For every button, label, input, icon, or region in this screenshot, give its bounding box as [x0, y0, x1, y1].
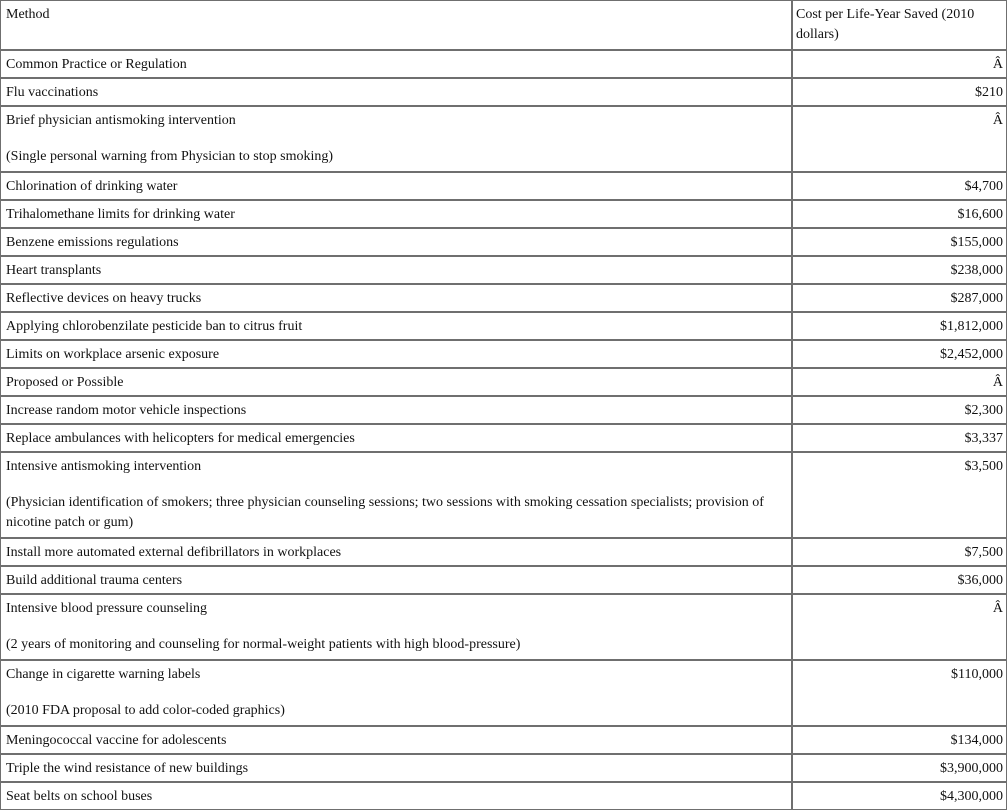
cost-value: Â	[992, 375, 1003, 390]
table-row	[0, 396, 1007, 424]
method-label: Install more automated external defibrillators in workplaces	[6, 545, 342, 560]
method-cell	[0, 312, 792, 340]
method-label: Meningococcal vaccine for adolescents	[6, 733, 227, 748]
method-label: Seat belts on school buses	[6, 789, 153, 804]
cost-cell	[792, 782, 1007, 810]
header-cost-label: Cost per Life-Year Saved (2010 dollars)	[796, 7, 975, 42]
cost-value: $110,000	[951, 667, 1003, 682]
cost-cell	[792, 78, 1007, 106]
table-row	[0, 340, 1007, 368]
table-row	[0, 368, 1007, 396]
table-row	[0, 538, 1007, 566]
method-label: Triple the wind resistance of new buildings	[6, 761, 249, 776]
cost-value: $2,452,000	[940, 347, 1003, 362]
cost-value: $3,337	[964, 431, 1003, 446]
method-label: Proposed or Possible	[6, 375, 124, 390]
cost-cell	[792, 368, 1007, 396]
table-row	[0, 106, 1007, 172]
method-label: Chlorination of drinking water	[6, 179, 178, 194]
cost-cell	[792, 424, 1007, 452]
cost-cell	[792, 660, 1007, 726]
header-method-cell	[0, 0, 792, 50]
cost-value: $36,000	[957, 573, 1003, 588]
cost-value: $238,000	[950, 263, 1003, 278]
method-note: (2 years of monitoring and counseling for normal-weight patients with high blood-pressure)	[6, 637, 521, 652]
table-row	[0, 228, 1007, 256]
cost-value: Â	[992, 113, 1003, 128]
cost-cell	[792, 566, 1007, 594]
method-cell	[0, 566, 792, 594]
method-cell	[0, 340, 792, 368]
cost-cell	[792, 396, 1007, 424]
cost-cell	[792, 106, 1007, 172]
table-row	[0, 726, 1007, 754]
table-row	[0, 78, 1007, 106]
cost-value: $210	[975, 85, 1003, 100]
method-cell	[0, 424, 792, 452]
method-label: Limits on workplace arsenic exposure	[6, 347, 220, 362]
cost-value: Â	[992, 57, 1003, 72]
table-row	[0, 284, 1007, 312]
method-cell	[0, 228, 792, 256]
method-cell	[0, 284, 792, 312]
cost-cell	[792, 228, 1007, 256]
method-cell	[0, 78, 792, 106]
method-cell	[0, 538, 792, 566]
cost-cell	[792, 594, 1007, 660]
method-cell	[0, 106, 792, 172]
cost-cell	[792, 312, 1007, 340]
method-label: Reflective devices on heavy trucks	[6, 291, 202, 306]
table-header-row	[0, 0, 1007, 50]
method-cell	[0, 726, 792, 754]
method-label: Replace ambulances with helicopters for medical emergencies	[6, 431, 355, 446]
cost-cell	[792, 200, 1007, 228]
method-cell	[0, 368, 792, 396]
method-cell	[0, 754, 792, 782]
method-cell	[0, 396, 792, 424]
cost-cell	[792, 256, 1007, 284]
method-label: Intensive blood pressure counseling	[6, 601, 208, 616]
table-row	[0, 782, 1007, 810]
cost-value: $3,900,000	[940, 761, 1003, 776]
cost-cell	[792, 726, 1007, 754]
cost-value: $3,500	[964, 459, 1003, 474]
cost-cell	[792, 754, 1007, 782]
cost-value: $2,300	[964, 403, 1003, 418]
method-label: Increase random motor vehicle inspections	[6, 403, 247, 418]
method-note: (Physician identification of smokers; three physician counseling sessions; two sessions with smoking cessation specialists; provision of nicotine patch or gum)	[6, 495, 764, 530]
cost-value: $1,812,000	[940, 319, 1003, 334]
table-row	[0, 754, 1007, 782]
cost-cell	[792, 538, 1007, 566]
cost-value: Â	[992, 601, 1003, 616]
cost-cell	[792, 452, 1007, 538]
table-row	[0, 424, 1007, 452]
cost-cell	[792, 50, 1007, 78]
method-note: (Single personal warning from Physician to stop smoking)	[6, 149, 334, 164]
table-row	[0, 50, 1007, 78]
table-row	[0, 660, 1007, 726]
method-cell	[0, 50, 792, 78]
method-cell	[0, 594, 792, 660]
method-label: Applying chlorobenzilate pesticide ban to citrus fruit	[6, 319, 303, 334]
table-row	[0, 172, 1007, 200]
method-label: Build additional trauma centers	[6, 573, 183, 588]
header-method-label: Method	[6, 7, 50, 22]
method-cell	[0, 256, 792, 284]
method-label: Benzene emissions regulations	[6, 235, 179, 250]
method-label: Intensive antismoking intervention	[6, 459, 202, 474]
cost-value: $4,700	[964, 179, 1003, 194]
cost-value: $4,300,000	[940, 789, 1003, 804]
method-cell	[0, 452, 792, 538]
cost-value: $155,000	[950, 235, 1003, 250]
cost-value: $7,500	[964, 545, 1003, 560]
header-cost-cell	[792, 0, 1007, 50]
method-cell	[0, 172, 792, 200]
cost-cell	[792, 284, 1007, 312]
table-row	[0, 312, 1007, 340]
method-cell	[0, 782, 792, 810]
method-label: Flu vaccinations	[6, 85, 99, 100]
table-row	[0, 200, 1007, 228]
method-label: Common Practice or Regulation	[6, 57, 187, 72]
cost-value: $287,000	[950, 291, 1003, 306]
cost-value: $16,600	[957, 207, 1003, 222]
method-label: Change in cigarette warning labels	[6, 667, 201, 682]
method-cell	[0, 660, 792, 726]
method-note: (2010 FDA proposal to add color-coded graphics)	[6, 703, 285, 718]
method-label: Heart transplants	[6, 263, 102, 278]
table-row	[0, 452, 1007, 538]
table-row	[0, 256, 1007, 284]
table-row	[0, 566, 1007, 594]
cost-cell	[792, 172, 1007, 200]
method-label: Trihalomethane limits for drinking water	[6, 207, 235, 222]
cost-value: $134,000	[950, 733, 1003, 748]
method-cell	[0, 200, 792, 228]
cost-cell	[792, 340, 1007, 368]
table-row	[0, 594, 1007, 660]
method-label: Brief physician antismoking intervention	[6, 113, 236, 128]
